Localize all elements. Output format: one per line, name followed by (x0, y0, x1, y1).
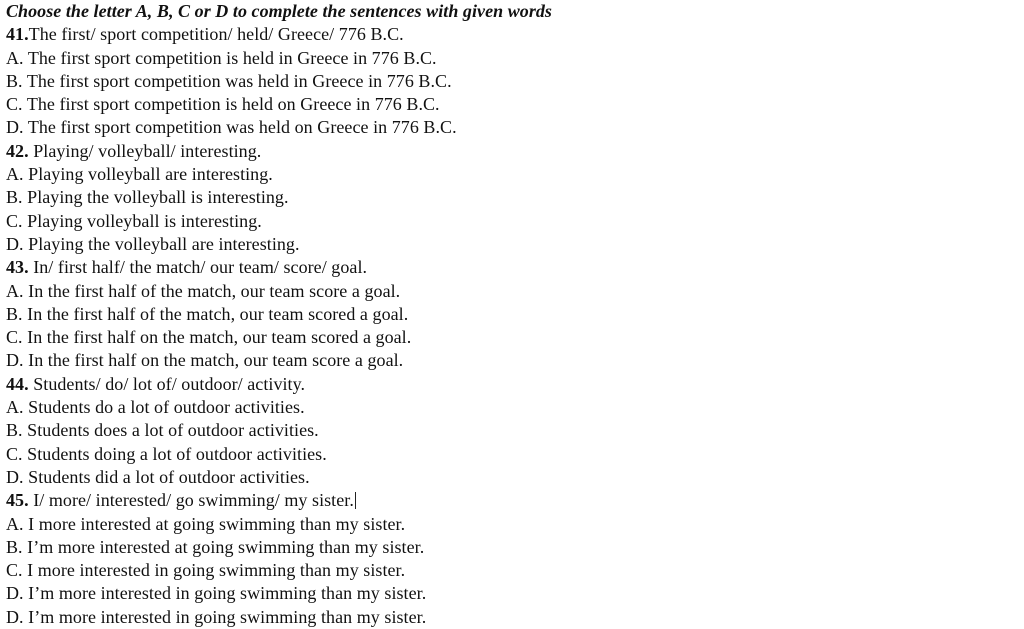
question-prompt: In/ first half/ the match/ our team/ score/ goal. (28, 257, 368, 278)
option-42-a: A. Playing volleyball are interesting. (6, 164, 273, 185)
text-cursor (355, 492, 356, 509)
option-45-c: C. I more interested in going swimming than my sister. (6, 560, 406, 581)
option-42-d: D. Playing the volleyball are interesting. (6, 233, 300, 254)
question-45-prompt[interactable] (6, 489, 1016, 512)
question-41-prompt (6, 23, 1016, 46)
document-page (6, 0, 1016, 627)
option-43-a: A. In the first half of the match, our team score a goal. (6, 280, 401, 301)
option-41-b: B. The first sport competition was held in Greece in 776 B.C. (6, 70, 452, 91)
option-45-a: A. I more interested at going swimming than my sister. (6, 513, 406, 534)
question-43-prompt (6, 256, 1016, 279)
option-42-b: B. Playing the volleyball is interesting. (6, 187, 289, 208)
option-43-c: C. In the first half on the match, our team scored a goal. (6, 327, 412, 348)
question-44-prompt (6, 373, 1016, 396)
option-43-d: D. In the first half on the match, our team score a goal. (6, 350, 404, 371)
question-prompt: Playing/ volleyball/ interesting. (28, 140, 262, 161)
cut-off-line: D. I’m more interested in going swimming than my sister. (6, 606, 427, 627)
option-41-d: D. The first sport competition was held on Greece in 776 B.C. (6, 117, 457, 138)
question-number: 45. (6, 490, 29, 511)
option-41-a: A. The first sport competition is held in Greece in 776 B.C. (6, 47, 437, 68)
question-number: 44. (6, 373, 29, 394)
question-number: 42. (6, 140, 29, 161)
question-number: 41. (6, 24, 29, 45)
option-44-d: D. Students did a lot of outdoor activities. (6, 466, 310, 487)
option-44-a: A. Students do a lot of outdoor activities. (6, 397, 305, 418)
option-45-d: D. I’m more interested in going swimming than my sister. (6, 583, 427, 604)
option-42-c: C. Playing volleyball is interesting. (6, 210, 262, 231)
option-41-c: C. The first sport competition is held on Greece in 776 B.C. (6, 94, 440, 115)
option-44-b: B. Students does a lot of outdoor activities. (6, 420, 319, 441)
question-prompt: The first/ sport competition/ held/ Greece/ 776 B.C. (28, 24, 404, 45)
question-number: 43. (6, 257, 29, 278)
option-45-b: B. I’m more interested at going swimming than my sister. (6, 536, 425, 557)
question-prompt: Students/ do/ lot of/ outdoor/ activity. (28, 373, 306, 394)
question-prompt: I/ more/ interested/ go swimming/ my sister. (28, 490, 354, 511)
question-42-prompt (6, 140, 1016, 163)
option-43-b: B. In the first half of the match, our team scored a goal. (6, 303, 409, 324)
option-44-c: C. Students doing a lot of outdoor activities. (6, 443, 327, 464)
instruction-heading: Choose the letter A, B, C or D to complete the sentences with given words (6, 1, 552, 21)
